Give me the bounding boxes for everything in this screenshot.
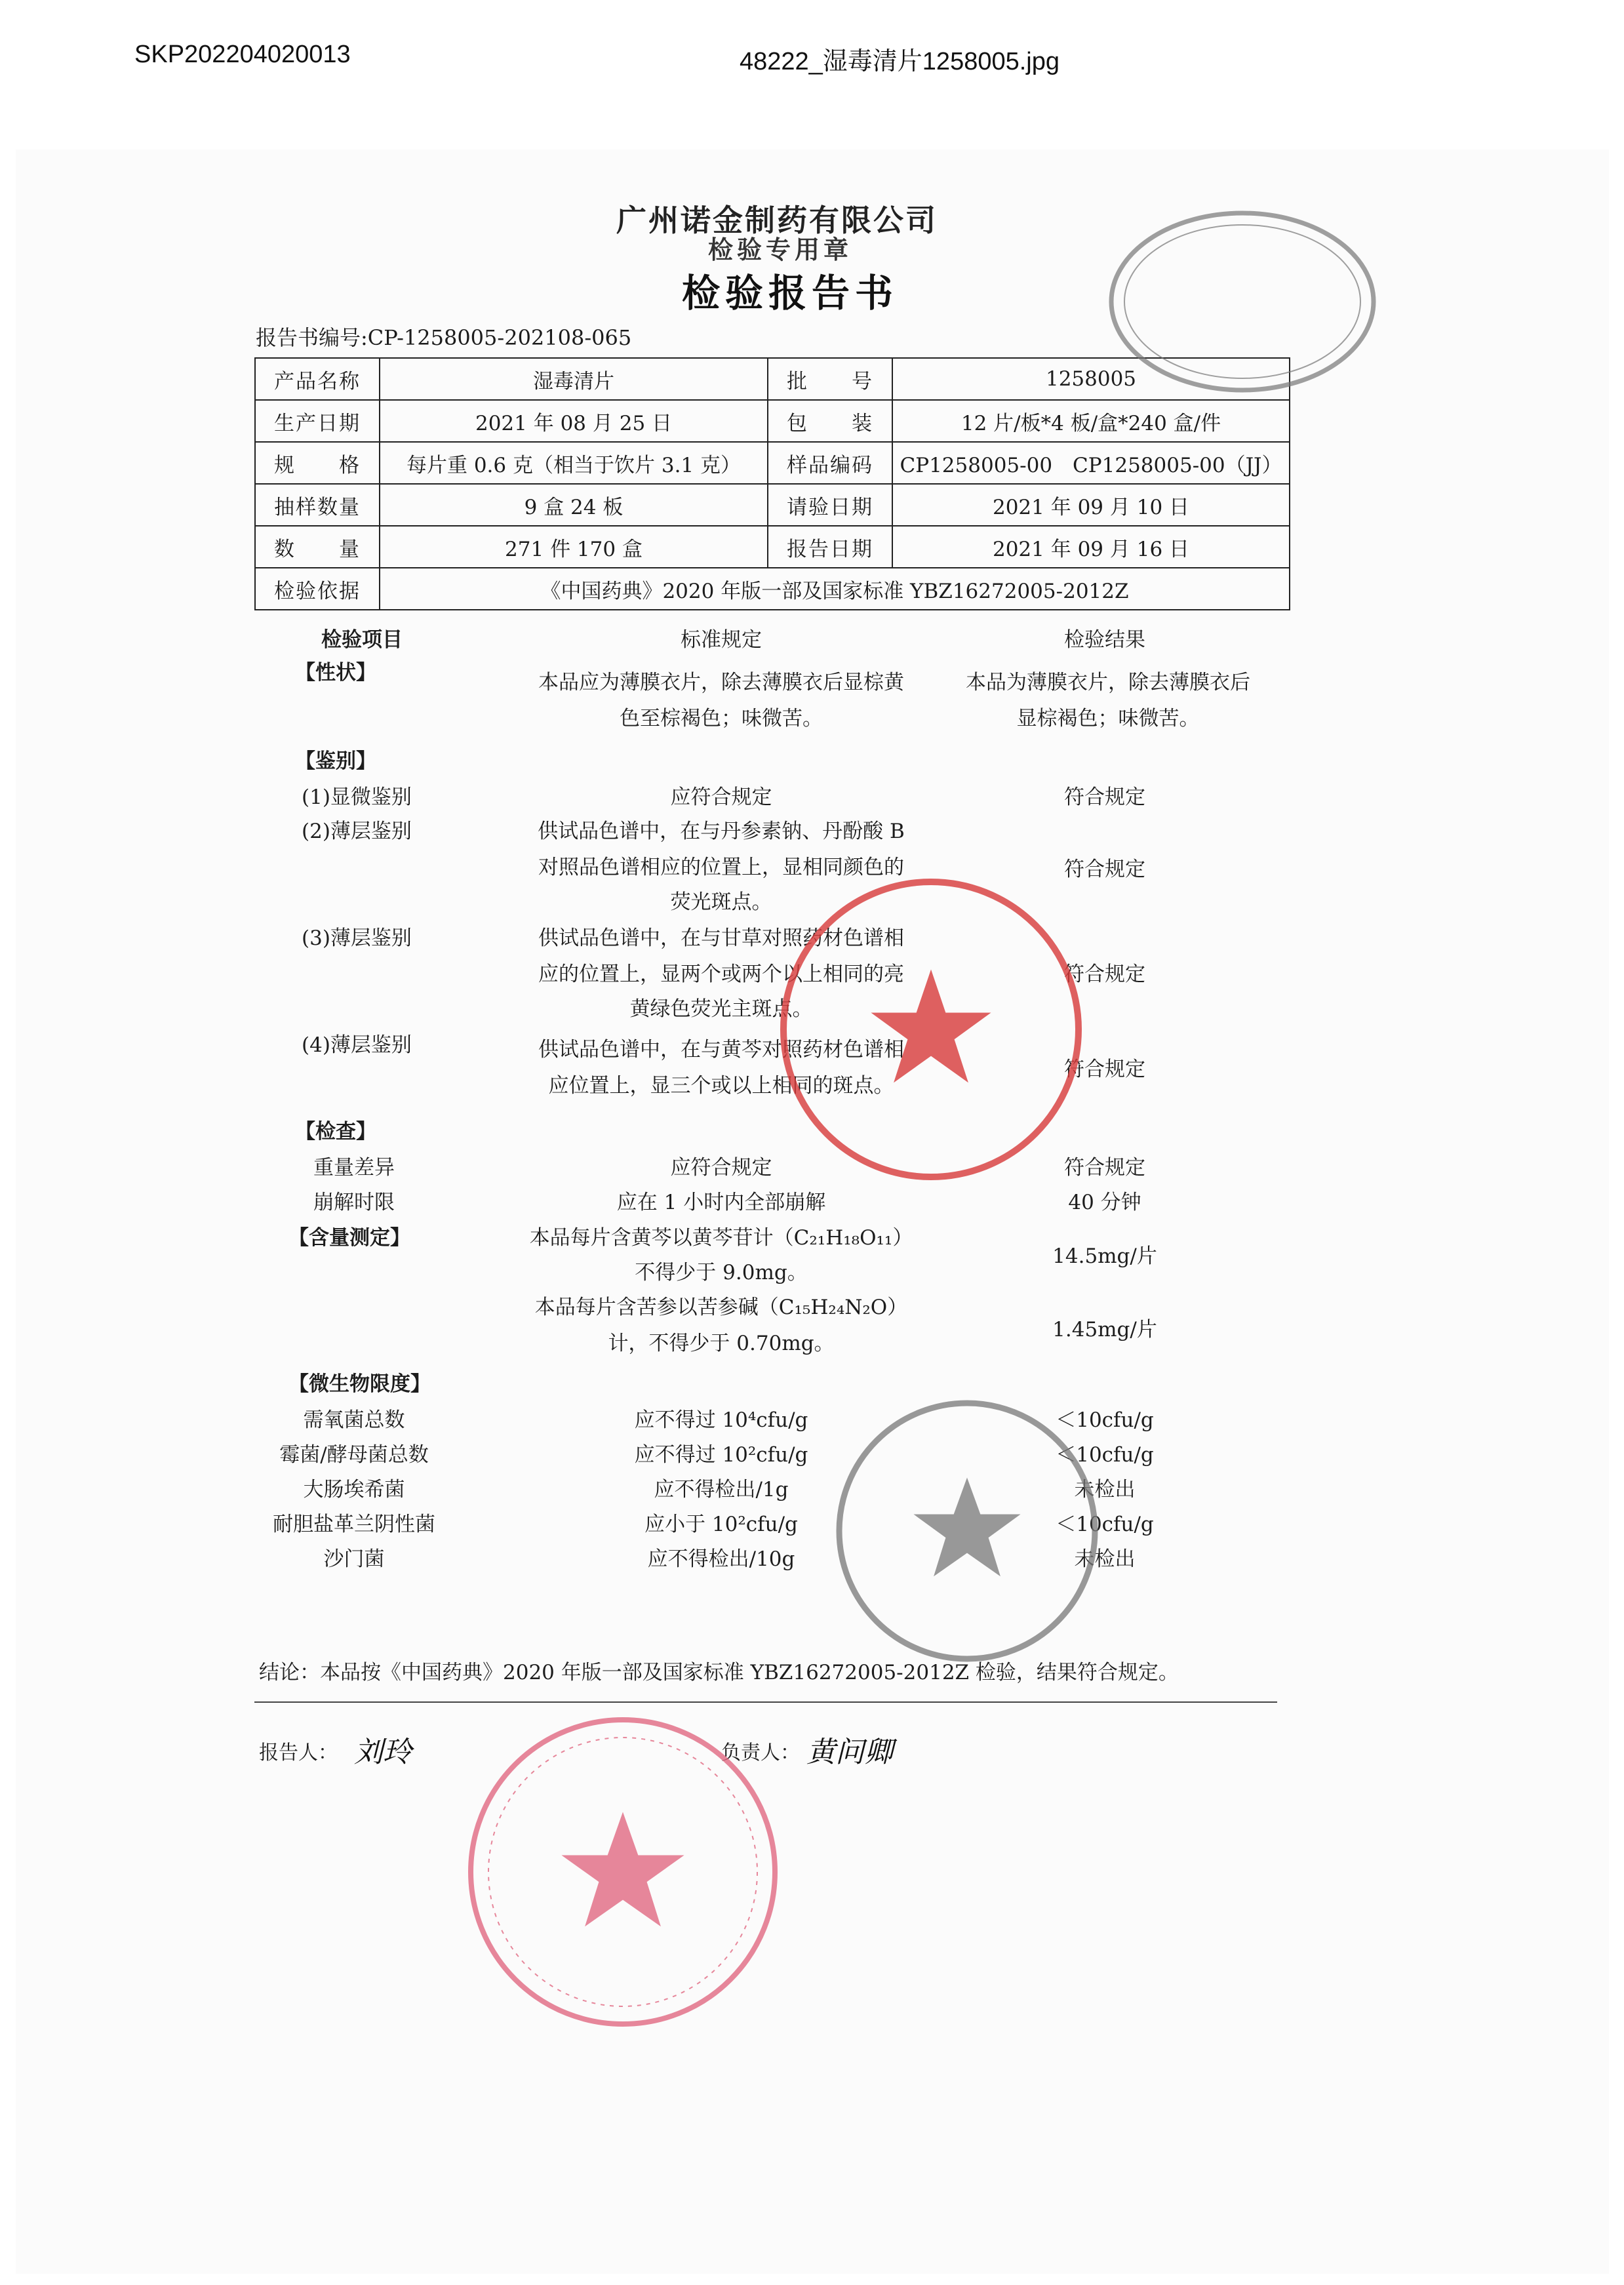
weight-variation-name: 重量差异 <box>313 1156 395 1180</box>
identification-4-result: 符合规定 <box>1064 1058 1145 1081</box>
quantity: 271 件 170 盒 <box>380 526 768 568</box>
properties-result-line1: 本品为薄膜衣片，除去薄膜衣后 <box>966 671 1250 694</box>
col-result-header: 检验结果 <box>1064 628 1145 652</box>
microbial-2-name: 霉菌/酵母菌总数 <box>279 1443 429 1467</box>
info-row <box>255 400 1290 442</box>
microbial-2-standard: 应不得过 10²cfu/g <box>634 1443 808 1467</box>
identification-2-standard-line1: 供试品色谱中，在与丹参素钠、丹酚酸 B <box>538 820 905 843</box>
weight-variation-result: 符合规定 <box>1064 1156 1145 1180</box>
header-file-name: 48222_湿毒清片1258005.jpg <box>740 48 1060 75</box>
sample-code: CP1258005-00 CP1258005-00（JJ） <box>892 442 1290 484</box>
microbial-3-name: 大肠埃希菌 <box>303 1478 405 1501</box>
disintegration-result: 40 分钟 <box>1068 1191 1141 1214</box>
properties-standard-line2: 色至棕褐色；味微苦。 <box>620 707 823 730</box>
properties-standard-line1: 本品应为薄膜衣片，除去薄膜衣后显棕黄 <box>538 671 904 694</box>
assay-2-standard-line1: 本品每片含苦参以苦参碱（C₁₅H₂₄N₂O） <box>534 1296 908 1319</box>
production-date-label: 生产日期 <box>255 400 380 442</box>
section-identification: 【鉴别】 <box>295 749 376 773</box>
identification-3-standard-line2: 应的位置上，显两个或两个以上相同的亮 <box>538 963 904 986</box>
microbial-4-result: ＜10cfu/g <box>1056 1513 1154 1536</box>
microbial-1-result: ＜10cfu/g <box>1056 1408 1154 1432</box>
spec-label: 规 格 <box>255 442 380 484</box>
info-row <box>255 568 1290 610</box>
stamp-star-icon <box>915 1479 1020 1576</box>
microbial-4-standard: 应小于 10²cfu/g <box>644 1513 798 1536</box>
stamp-top-right <box>1101 203 1383 400</box>
responsible-signature: 黄问卿 <box>806 1736 893 1769</box>
info-row <box>255 526 1290 568</box>
report-date: 2021 年 09 月 16 日 <box>892 526 1290 568</box>
spec: 每片重 0.6 克（相当于饮片 3.1 克） <box>380 442 768 484</box>
report-date-label: 报告日期 <box>768 526 892 568</box>
sample-qty-label: 抽样数量 <box>255 484 380 526</box>
package-label: 包 装 <box>768 400 892 442</box>
assay-2-result: 1.45mg/片 <box>1052 1318 1157 1341</box>
basis-label: 检验依据 <box>255 568 380 610</box>
section-inspection: 【检查】 <box>295 1120 376 1143</box>
microbial-5-name: 沙门菌 <box>323 1547 385 1571</box>
company-name: 广州诺金制药有限公司 <box>616 203 938 238</box>
responsible-label: 负责人： <box>721 1741 800 1764</box>
conclusion: 结论：本品按《中国药典》2020 年版一部及国家标准 YBZ16272005-2012Z 检验，结果符合规定。 <box>259 1661 1179 1684</box>
assay-1-standard-line1: 本品每片含黄芩以黄芩苷计（C₂₁H₁₈O₁₁） <box>529 1226 913 1250</box>
microbial-5-result: 未检出 <box>1074 1547 1136 1571</box>
request-date: 2021 年 09 月 10 日 <box>892 484 1290 526</box>
microbial-5-standard: 应不得检出/10g <box>647 1547 795 1571</box>
identification-1-name: (1)显微鉴别 <box>302 785 412 809</box>
divider <box>254 1701 1277 1703</box>
info-row <box>255 442 1290 484</box>
product-name: 湿毒清片 <box>380 358 768 400</box>
identification-4-name: (4)薄层鉴别 <box>302 1033 412 1057</box>
identification-4-standard-line1: 供试品色谱中，在与黄芩对照药材色谱相 <box>538 1038 904 1062</box>
properties-result-line2: 显棕褐色；味微苦。 <box>1016 707 1200 730</box>
assay-1-standard-line2: 不得少于 9.0mg。 <box>635 1261 808 1284</box>
identification-2-name: (2)薄层鉴别 <box>302 820 412 843</box>
info-row <box>255 484 1290 526</box>
document-title: 检验报告书 <box>682 271 899 315</box>
reporter-signature: 刘玲 <box>354 1736 412 1769</box>
batch-label: 批 号 <box>768 358 892 400</box>
microbial-2-result: ＜10cfu/g <box>1056 1443 1154 1467</box>
sample-qty: 9 盒 24 板 <box>380 484 768 526</box>
reporter-label: 报告人： <box>259 1741 338 1764</box>
section-properties: 【性状】 <box>295 661 376 685</box>
identification-3-standard-line1: 供试品色谱中，在与甘草对照药材色谱相 <box>538 926 904 950</box>
identification-2-standard-line3: 荧光斑点。 <box>670 890 772 914</box>
basis: 《中国药典》2020 年版一部及国家标准 YBZ16272005-2012Z <box>380 568 1290 610</box>
weight-variation-standard: 应符合规定 <box>670 1156 772 1180</box>
identification-1-standard: 应符合规定 <box>670 785 772 809</box>
microbial-1-name: 需氧菌总数 <box>303 1408 405 1432</box>
section-assay: 【含量测定】 <box>288 1226 410 1250</box>
product-name-label: 产品名称 <box>255 358 380 400</box>
identification-2-standard-line2: 对照品色谱相应的位置上，显相同颜色的 <box>538 856 904 879</box>
identification-3-name: (3)薄层鉴别 <box>302 926 412 950</box>
section-microbial-limits: 【微生物限度】 <box>288 1372 431 1396</box>
microbial-4-name: 耐胆盐革兰阴性菌 <box>273 1513 435 1536</box>
microbial-3-standard: 应不得检出/1g <box>654 1478 789 1501</box>
stamp-star-icon <box>872 970 990 1082</box>
stamp-lower <box>829 1393 1105 1669</box>
disintegration-name: 崩解时限 <box>313 1191 395 1214</box>
disintegration-standard: 应在 1 小时内全部崩解 <box>616 1191 826 1214</box>
report-number: 报告书编号:CP-1258005-202108-065 <box>256 325 632 350</box>
identification-2-result: 符合规定 <box>1064 858 1145 881</box>
package: 12 片/板*4 板/盒*240 盒/件 <box>892 400 1290 442</box>
seal-label: 检验专用章 <box>708 235 853 264</box>
stamp-star-icon <box>563 1813 683 1926</box>
quantity-label: 数 量 <box>255 526 380 568</box>
identification-4-standard-line2: 应位置上，显三个或以上相同的斑点。 <box>548 1074 894 1098</box>
sample-code-label: 样品编码 <box>768 442 892 484</box>
stamp-middle <box>774 872 1088 1187</box>
production-date: 2021 年 08 月 25 日 <box>380 400 768 442</box>
stamp-bottom <box>459 1708 787 2036</box>
identification-1-result: 符合规定 <box>1064 785 1145 809</box>
header-code: SKP202204020013 <box>134 41 351 68</box>
identification-3-result: 符合规定 <box>1064 963 1145 986</box>
microbial-1-standard: 应不得过 10⁴cfu/g <box>634 1408 808 1432</box>
batch-number: 1258005 <box>892 358 1290 400</box>
assay-1-result: 14.5mg/片 <box>1052 1244 1157 1268</box>
assay-2-standard-line2: 计，不得少于 0.70mg。 <box>608 1332 835 1355</box>
col-standard-header: 标准规定 <box>681 628 762 652</box>
identification-3-standard-line3: 黄绿色荧光主斑点。 <box>629 997 813 1021</box>
microbial-3-result: 未检出 <box>1074 1478 1136 1501</box>
request-date-label: 请验日期 <box>768 484 892 526</box>
col-item-header: 检验项目 <box>321 628 403 652</box>
